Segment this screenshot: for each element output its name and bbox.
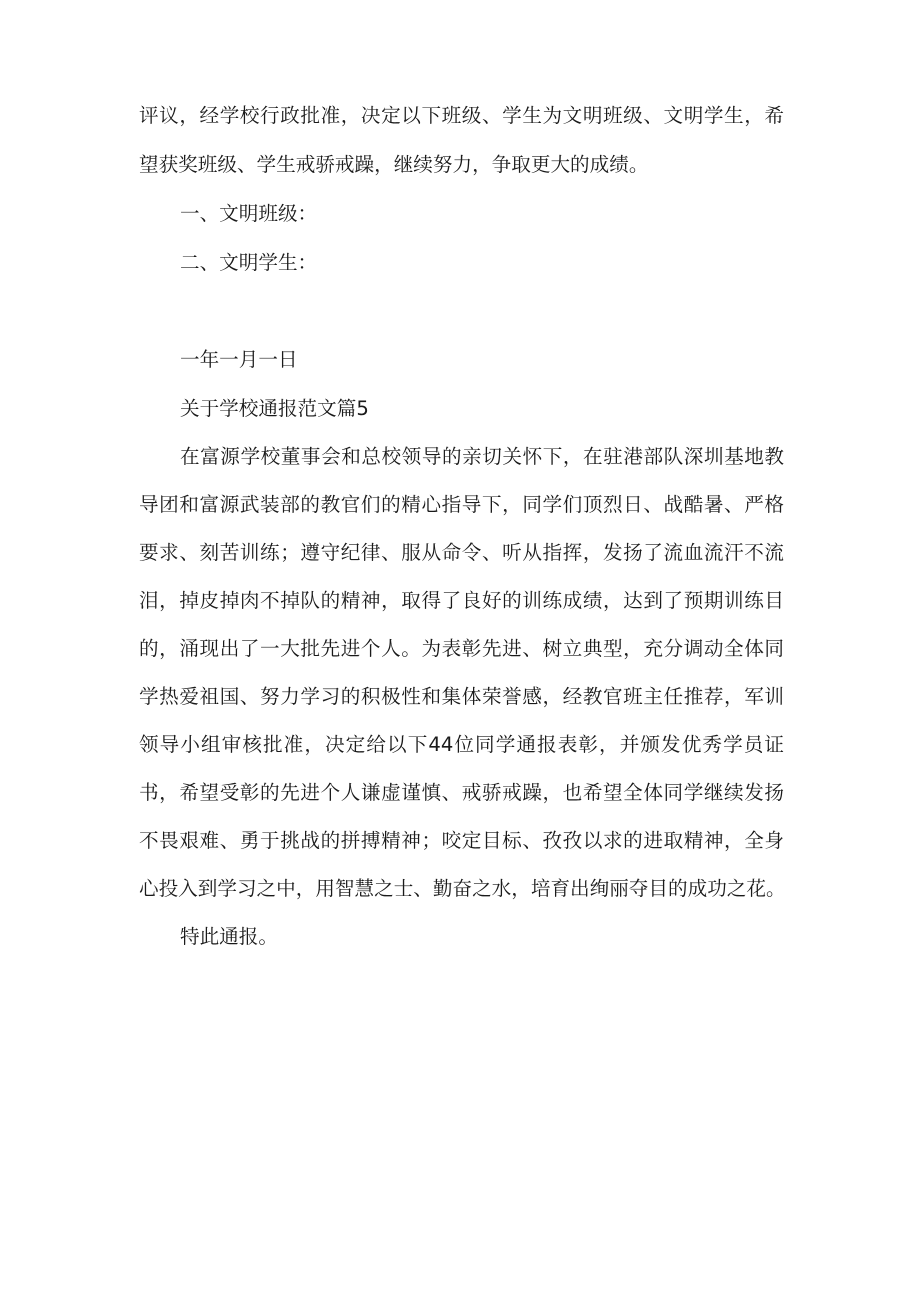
paragraph-line: 泪，掉皮掉肉不掉队的精神，取得了良好的训练成绩，达到了预期训练目 (139, 589, 784, 612)
paragraph-line: 学热爱祖国、努力学习的积极性和集体荣誉感，经教官班主任推荐，军训 (139, 685, 784, 708)
paragraph-line: 望获奖班级、学生戒骄戒躁，继续努力，争取更大的成绩。 (139, 153, 649, 176)
paragraph-line: 在富源学校董事会和总校领导的亲切关怀下，在驻港部队深圳基地教 (180, 445, 784, 468)
paragraph-line: 不畏艰难、勇于挑战的拼搏精神；咬定目标、孜孜以求的进取精神，全身 (139, 829, 784, 852)
paragraph-line: 心投入到学习之中，用智慧之士、勤奋之水，培育出绚丽夺目的成功之花。 (139, 877, 786, 900)
paragraph-line: 要求、刻苦训练；遵守纪律、服从命令、听从指挥，发扬了流血流汗不流 (139, 541, 784, 564)
paragraph-line: 的，涌现出了一大批先进个人。为表彰先进、树立典型，充分调动全体同 (139, 637, 784, 660)
paragraph-line: 导团和富源武装部的教官们的精心指导下，同学们顶烈日、战酷暑、严格 (139, 493, 784, 516)
paragraph-line: 领导小组审核批准，决定给以下44位同学通报表彰，并颁发优秀学员证 (139, 733, 784, 756)
paragraph-line: 书，希望受彰的先进个人谦虚谨慎、戒骄戒躁，也希望全体同学继续发扬 (139, 781, 784, 804)
closing-line: 特此通报。 (180, 925, 278, 948)
paragraph-line: 评议，经学校行政批准，决定以下班级、学生为文明班级、文明学生，希 (139, 104, 784, 127)
article-title: 关于学校通报范文篇5 (180, 397, 369, 420)
date-line: 一年一月一日 (180, 348, 298, 371)
section-heading-classes: 一、文明班级： (180, 202, 318, 225)
section-heading-students: 二、文明学生： (180, 251, 318, 274)
